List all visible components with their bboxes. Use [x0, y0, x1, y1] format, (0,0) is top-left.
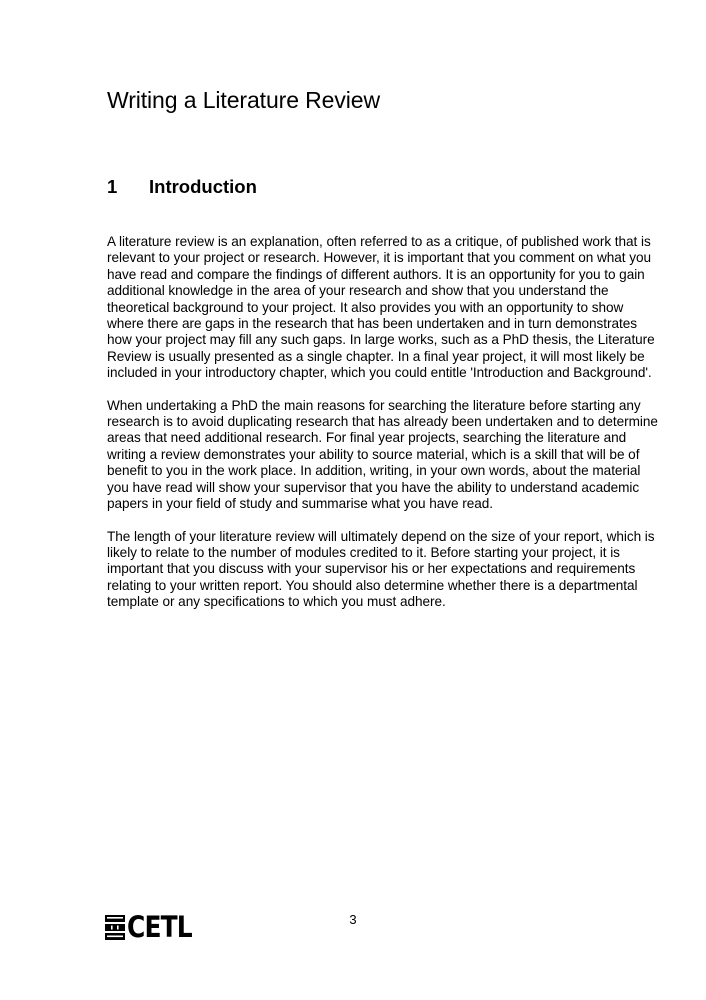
document-title: Writing a Literature Review — [107, 87, 380, 113]
section-number: 1 — [107, 176, 118, 197]
paragraph: The length of your literature review will ultimately depend on the size of your report, which is likely to relate to the number of modules credited to it. Before starting your project, it is important that you discuss with your supervisor his or her expectations and requirements relating to your written report. You should also determine whether there is a departmental template or any specifications to which you must adhere. — [107, 528, 655, 610]
paragraph: A literature review is an explanation, often referred to as a critique, of published work that is relevant to your project or research. However, it is important that you comment on what you have read and compare the findings of different authors. It is an opportunity for you to gain additional knowledge in the area of your research and show that you understand the theoretical background to your project. It also provides you with an opportunity to show where there are gaps in the research that has been undertaken and in turn demonstrates how your project may fill any such gaps. In large works, such as a PhD thesis, the Literature Review is usually presented as a single chapter. In a final year project, it will most likely be included in your introductory chapter, which you could entitle 'Introduction and Background'. — [107, 234, 655, 381]
body-text — [107, 234, 663, 627]
page-number: 3 — [349, 912, 357, 927]
paragraph: When undertaking a PhD the main reasons for searching the literature before starting any research is to avoid duplicating research that has already been undertaken and to determine areas that need additional research. For final year projects, searching the literature and writing a review demonstrates your ability to source material, which is a skill that will be of benefit to you in the work place. In addition, writing, in your own words, about the material you have read will show your supervisor that you have the ability to understand academic papers in your field of study and summarise what you have read. — [107, 397, 658, 512]
section-heading — [107, 176, 257, 198]
section-title: Introduction — [149, 176, 257, 197]
logo-text: CETL — [127, 910, 192, 944]
